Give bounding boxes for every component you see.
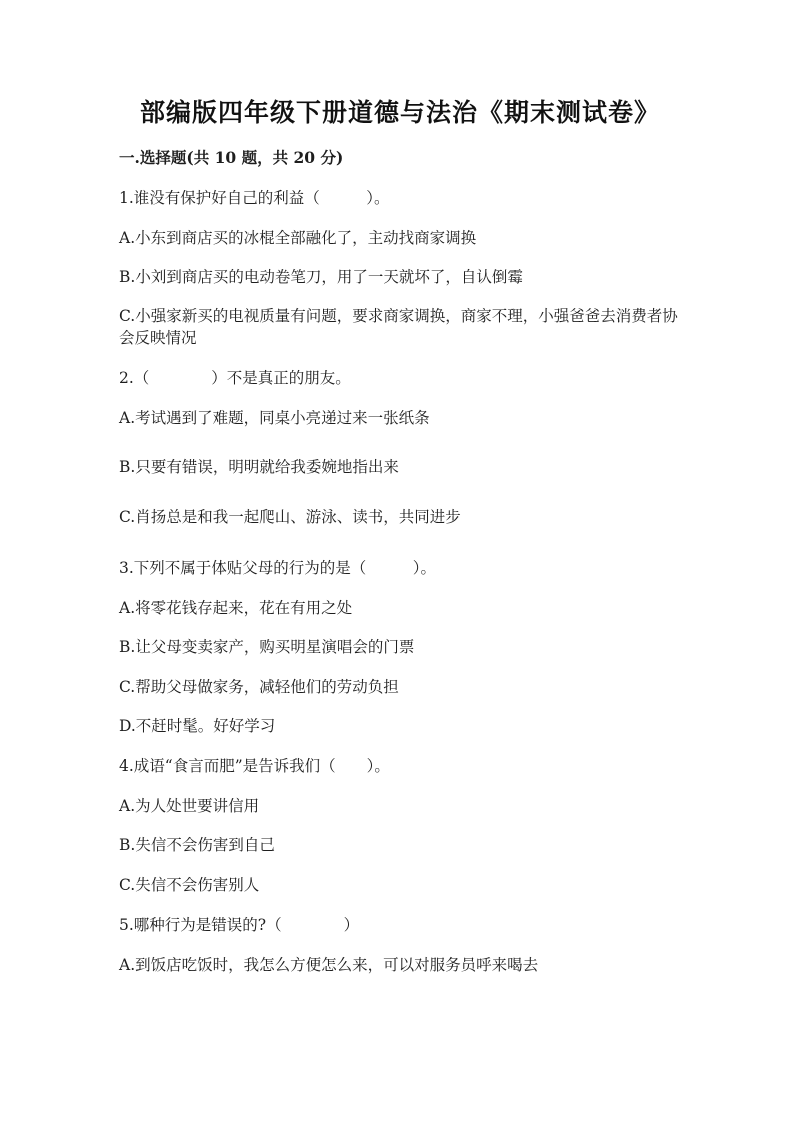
question-3-stem: 3.下列不属于体贴父母的行为的是（ ）。 bbox=[119, 559, 437, 577]
question-3-option-c: C.帮助父母做家务，减轻他们的劳动负担 bbox=[119, 678, 399, 696]
page-title: 部编版四年级下册道德与法治《期末测试卷》 bbox=[139, 98, 660, 127]
question-4-option-c: C.失信不会伤害别人 bbox=[119, 876, 260, 894]
question-5-stem: 5.哪种行为是错误的?（ ） bbox=[119, 916, 360, 934]
question-1-option-c: C.小强家新买的电视质量有问题，要求商家调换，商家不理，小强爸爸去消费者协会反映情况 bbox=[119, 307, 678, 347]
question-2-option-b: B.只要有错误，明明就给我委婉地指出来 bbox=[119, 458, 399, 476]
question-5-option-a: A.到饭店吃饭时，我怎么方便怎么来，可以对服务员呼来喝去 bbox=[119, 956, 539, 974]
section-heading: 一.选择题(共 10 题，共 20 分) bbox=[119, 148, 344, 167]
question-4-option-a: A.为人处世要讲信用 bbox=[119, 797, 260, 815]
question-2-stem: 2.（ ）不是真正的朋友。 bbox=[119, 369, 351, 387]
question-1-stem: 1.谁没有保护好自己的利益（ ）。 bbox=[119, 189, 390, 207]
question-2-option-c: C.肖扬总是和我一起爬山、游泳、读书，共同进步 bbox=[119, 508, 461, 526]
question-1-option-a: A.小东到商店买的冰棍全部融化了，主动找商家调换 bbox=[119, 229, 477, 247]
question-3-option-d: D.不赶时髦。好好学习 bbox=[119, 717, 276, 735]
question-1-option-b: B.小刘到商店买的电动卷笔刀，用了一天就坏了，自认倒霉 bbox=[119, 268, 523, 286]
question-3-option-b: B.让父母变卖家产，购买明星演唱会的门票 bbox=[119, 638, 415, 656]
question-4-option-b: B.失信不会伤害到自己 bbox=[119, 836, 275, 854]
question-3-option-a: A.将零花钱存起来，花在有用之处 bbox=[119, 599, 353, 617]
question-4-stem: 4.成语“食言而肥”是告诉我们（ ）。 bbox=[119, 757, 390, 775]
question-2-option-a: A.考试遇到了难题，同桌小亮递过来一张纸条 bbox=[119, 409, 430, 427]
